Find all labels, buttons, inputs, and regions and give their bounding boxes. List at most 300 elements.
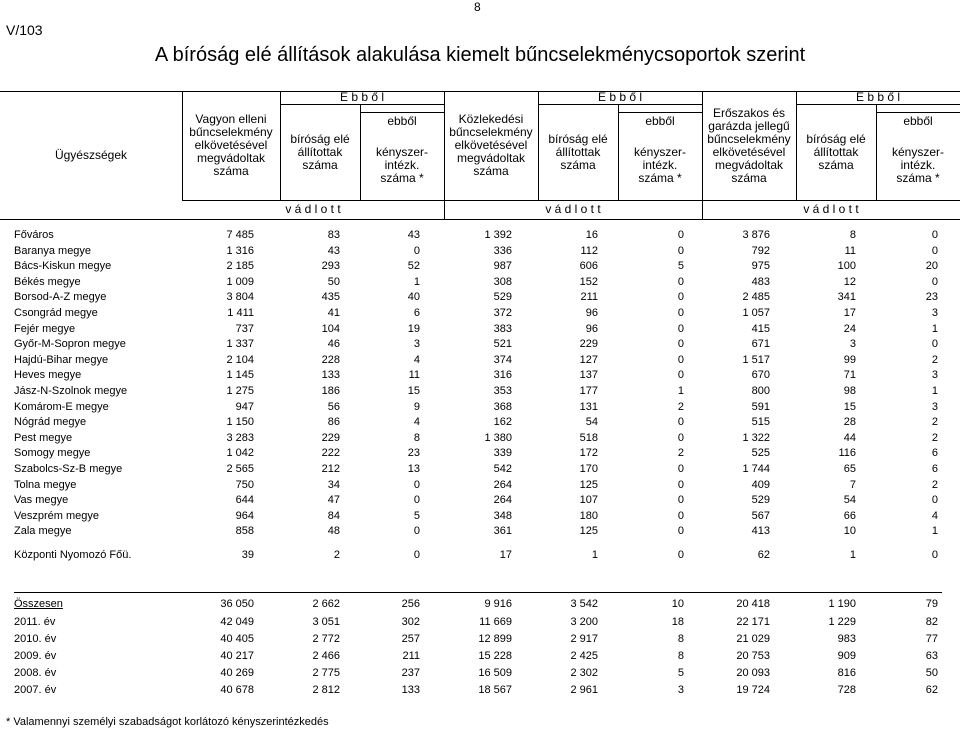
table-cell: 3 200 [570,616,598,628]
header-bottom-border [0,219,960,220]
table-cell: 0 [931,494,938,507]
header-ebbol-group-1: E b b ő l [339,90,385,104]
row-label: Jász-N-Szolnok megye [14,385,128,397]
table-cell: 6 [931,463,938,475]
table-cell: 1 [931,385,938,397]
table-cell: 17 [499,549,512,561]
table-cell: 2 185 [226,260,254,273]
header-vadlott-2: v á d l o t t [545,202,601,216]
table-cell: 0 [931,338,938,351]
table-cell: 9 916 [484,598,512,610]
table-cell: 11 [844,244,856,257]
table-cell: 1 392 [484,229,512,241]
row-label: Tolna megye [14,478,77,491]
table-cell: 2 775 [312,667,340,679]
table-cell: 211 [580,291,598,304]
table-cell: 5 [413,509,420,522]
table-row [0,463,960,478]
table-cell: 24 [843,322,856,335]
table-cell: 19 [407,322,420,335]
table-cell: 237 [401,667,420,679]
table-cell: 86 [327,416,340,429]
table-cell: 131 [579,400,598,413]
header-kozlekedesi: Közlekedési bűncselekmény elkövetésével megvádoltak száma [449,112,533,178]
table-row [0,385,960,400]
table-row [0,354,960,369]
table-cell: 18 567 [478,684,512,696]
table-cell: 372 [493,307,512,319]
table-cell: 66 [843,509,856,522]
table-cell: 2 812 [312,684,340,696]
header-birosag-ele-1: bíróság elé állítottak száma [290,131,350,172]
table-cell: 1 150 [226,416,254,429]
table-cell: 3 [931,307,938,319]
table-cell: 40 269 [220,667,254,679]
table-cell: 19 724 [736,684,770,696]
table-cell: 112 [580,244,598,257]
table-cell: 2 917 [570,633,598,645]
table-row [0,245,960,260]
row-label: Baranya megye [14,244,92,257]
header-ebbol-group-2: E b b ő l [597,90,643,104]
table-cell: 125 [579,525,598,538]
table-cell: 1 009 [226,275,254,288]
table-cell: 529 [493,291,512,304]
table-cell: 947 [235,400,254,413]
table-cell: 2 104 [226,353,254,366]
table-cell: 15 [843,400,856,413]
table-cell: 0 [677,431,684,444]
table-row [0,432,960,447]
table-cell: 23 [925,291,938,304]
table-cell: 4 [413,416,420,429]
table-cell: 2 [333,549,340,561]
table-cell: 39 [241,549,254,561]
table-cell: 79 [925,598,938,610]
row-label: Központi Nyomozó Főü. [14,549,132,561]
table-cell: 10 [843,525,856,538]
table-cell: 0 [413,244,420,257]
table-cell: 2 772 [312,633,340,645]
table-cell: 152 [579,275,598,288]
table-cell: 0 [413,478,420,491]
table-cell: 670 [751,369,770,382]
total-separator [14,592,942,593]
table-cell: 107 [579,494,598,507]
table-cell: 11 669 [479,616,512,628]
table-cell: 40 678 [220,684,254,696]
table-cell: 0 [677,369,684,382]
table-cell: 96 [585,322,598,335]
row-label: Békés megye [14,275,81,288]
table-cell: 0 [931,275,938,288]
table-row [0,667,960,682]
table-cell: 137 [579,369,598,382]
row-label: Szabolcs-Sz-B megye [14,463,123,475]
table-cell: 71 [843,369,856,382]
table-cell: 1 316 [226,244,254,257]
table-cell: 5 [677,260,684,273]
table-cell: 20 [925,260,938,273]
table-cell: 43 [327,244,340,257]
table-cell: 792 [751,244,770,257]
row-label: Főváros [14,229,54,241]
table-cell: 361 [493,525,512,538]
table-cell: 6 [931,447,938,460]
header-ugyeszsegek: Ügyészségek [54,147,128,162]
table-cell: 2 466 [312,650,340,662]
table-cell: 83 [327,229,340,241]
table-cell: 56 [327,400,340,413]
table-cell: 8 [677,633,684,645]
table-cell: 2 [677,400,684,413]
table-cell: 3 542 [570,598,598,610]
table-cell: 1 [677,385,684,397]
table-cell: 12 899 [478,633,512,645]
table-cell: 40 217 [220,650,254,662]
table-cell: 3 [413,338,420,351]
table-cell: 46 [327,338,340,351]
table-cell: 1 [931,322,938,335]
table-row [0,447,960,462]
table-cell: 0 [931,229,938,241]
table-cell: 368 [493,400,512,413]
table-cell: 34 [327,478,340,491]
table-cell: 229 [321,431,340,444]
table-cell: 98 [843,385,856,397]
row-label: Veszprém megye [14,509,99,522]
row-label: Bács-Kiskun megye [14,260,112,273]
table-cell: 800 [751,385,770,397]
table-cell: 644 [235,494,254,507]
table-row [0,323,960,338]
table-cell: 483 [751,275,770,288]
table-row [0,276,960,291]
table-row [0,338,960,353]
table-cell: 16 [585,229,598,241]
table-cell: 50 [327,275,340,288]
table-cell: 0 [677,416,684,429]
table-cell: 1 322 [742,431,770,444]
table-cell: 353 [493,385,512,397]
table-cell: 8 [849,229,856,241]
table-row [0,684,960,699]
header-vadlott-1: v á d l o t t [285,202,341,216]
row-label: Hajdú-Bihar megye [14,353,109,366]
table-cell: 293 [321,260,340,273]
document-id: V/103 [6,22,43,38]
table-cell: 100 [837,260,856,273]
table-cell: 2 662 [312,598,340,610]
table-cell: 0 [413,549,420,561]
table-cell: 0 [677,244,684,257]
table-row [0,510,960,525]
table-cell: 2 302 [570,667,598,679]
table-cell: 162 [493,416,512,429]
table-cell: 2 [931,416,938,429]
table-cell: 21 029 [736,633,770,645]
table-cell: 257 [401,633,420,645]
row-label: 2010. év [14,633,57,645]
table-cell: 10 [671,598,684,610]
table-cell: 2 [931,353,938,366]
table-cell: 0 [677,338,684,351]
table-cell: 48 [327,525,340,538]
table-cell: 0 [677,494,684,507]
table-cell: 0 [931,549,938,561]
header-kenyszer-1: kényszer- intézk. száma * [375,144,428,185]
header-birosag-ele-2: bíróság elé állítottak száma [548,131,608,172]
header-kenyszer-2: kényszer- intézk. száma * [633,144,686,185]
table-cell: 8 [677,650,684,662]
table-cell: 99 [843,353,856,366]
table-cell: 3 804 [226,291,254,304]
table-cell: 0 [677,478,684,491]
table-cell: 2 485 [742,291,770,304]
table-cell: 1 042 [226,447,254,460]
table-cell: 413 [751,525,770,538]
table-cell: 0 [677,525,684,538]
table-cell: 1 [413,275,420,288]
table-row [0,598,960,613]
table-cell: 909 [837,650,856,662]
table-cell: 104 [321,322,340,335]
table-cell: 3 051 [312,616,340,628]
table-cell: 5 [677,667,684,679]
table-cell: 2 425 [570,650,598,662]
table-cell: 737 [235,322,254,335]
table-cell: 43 [407,229,420,241]
table-cell: 62 [757,549,770,561]
table-row [0,549,960,564]
table-cell: 521 [493,338,512,351]
table-cell: 28 [843,416,856,429]
table-cell: 96 [585,307,598,319]
table-cell: 518 [579,431,598,444]
table-cell: 36 050 [220,598,254,610]
table-cell: 1 229 [828,616,856,628]
row-label: Nógrád megye [14,416,87,429]
table-cell: 728 [837,684,856,696]
table-cell: 63 [925,650,938,662]
table-cell: 2 [677,447,684,460]
table-cell: 2 [931,478,938,491]
table-cell: 40 405 [220,633,254,645]
table-cell: 1 411 [227,307,254,319]
table-cell: 17 [843,307,856,319]
header-birosag-ele-3: bíróság elé állítottak száma [806,131,866,172]
table-cell: 1 337 [226,338,254,351]
table-cell: 1 275 [226,385,254,397]
table-cell: 54 [585,416,598,429]
table-cell: 339 [493,447,512,460]
table-cell: 125 [579,478,598,491]
table-cell: 9 [413,400,420,413]
table-cell: 1 744 [742,463,770,475]
table-cell: 3 283 [226,431,254,444]
table-cell: 42 049 [220,616,254,628]
table-cell: 116 [838,447,856,460]
table-cell: 82 [925,616,938,628]
table-cell: 816 [837,667,856,679]
table-cell: 1 145 [226,369,254,382]
table-cell: 8 [413,431,420,444]
table-cell: 3 [931,369,938,382]
table-row [0,525,960,540]
table-cell: 435 [321,291,340,304]
table-cell: 3 [677,684,684,696]
table-cell: 987 [493,260,512,273]
table-cell: 3 876 [742,229,770,241]
table-cell: 264 [493,494,512,507]
row-label: Összesen [14,598,63,610]
header-ebbol-group-3: E b b ő l [855,90,901,104]
table-cell: 671 [751,338,770,351]
table-header [0,91,960,220]
table-cell: 256 [401,598,420,610]
table-cell: 0 [413,494,420,507]
page-title: A bíróság elé állítások alakulása kiemelt bűncselekménycsoportok szerint [154,44,806,66]
table-row [0,307,960,322]
table-cell: 542 [493,463,512,475]
row-label: Somogy megye [14,447,91,460]
table-cell: 229 [579,338,598,351]
table-cell: 15 228 [478,650,512,662]
table-cell: 858 [235,525,254,538]
table-cell: 172 [579,447,598,460]
table-cell: 383 [493,322,512,335]
table-cell: 1 380 [484,431,512,444]
row-label: Heves megye [14,369,82,382]
table-cell: 20 753 [736,650,770,662]
footnote: * Valamennyi személyi szabadságot korlátozó kényszerintézkedés [6,716,329,728]
table-cell: 180 [579,509,598,522]
page-number: 8 [474,0,481,14]
table-cell: 0 [677,509,684,522]
table-cell: 13 [407,463,420,475]
row-label: Vas megye [14,494,69,507]
table-cell: 0 [677,322,684,335]
table-cell: 52 [407,260,420,273]
table-cell: 40 [407,291,420,304]
row-label: Fejér megye [14,322,76,335]
header-vagyon-elleni: Vagyon elleni bűncselekmény elkövetésével megvádoltak száma [189,112,273,178]
row-label: Csongrád megye [14,307,98,319]
table-cell: 62 [925,684,938,696]
table-cell: 133 [321,369,340,382]
header-vadlott-3: v á d l o t t [803,202,859,216]
table-cell: 964 [235,509,254,522]
table-cell: 415 [751,322,770,335]
table-cell: 18 [671,616,684,628]
table-cell: 2 565 [226,463,254,475]
table-cell: 336 [493,244,512,257]
table-cell: 50 [925,667,938,679]
table-cell: 65 [843,463,856,475]
table-cell: 4 [413,353,420,366]
row-label: 2009. év [14,650,57,662]
table-row [0,633,960,648]
row-label: 2008. év [14,667,57,679]
table-cell: 77 [925,633,938,645]
table-cell: 525 [751,447,770,460]
table-cell: 16 509 [478,667,512,679]
table-cell: 0 [677,353,684,366]
row-label: 2007. év [14,684,57,696]
header-kenyszer-3: kényszer- intézk. száma * [891,144,944,185]
table-cell: 15 [407,385,420,397]
table-row [0,369,960,384]
table-cell: 7 485 [226,229,254,241]
table-cell: 20 418 [736,598,770,610]
table-cell: 84 [327,509,340,522]
table-cell: 591 [751,400,770,413]
table-cell: 409 [751,478,770,491]
table-cell: 7 [849,478,856,491]
table-cell: 1 [931,525,938,538]
table-cell: 212 [321,463,340,475]
row-label: 2011. év [14,616,56,628]
table-cell: 567 [751,509,770,522]
table-cell: 374 [493,353,512,366]
row-label: Pest megye [14,431,73,444]
table-cell: 0 [677,275,684,288]
row-label: Győr-M-Sopron megye [14,338,126,351]
table-cell: 0 [677,549,684,561]
table-cell: 0 [413,525,420,538]
table-cell: 41 [327,307,340,319]
table-cell: 23 [407,447,420,460]
table-cell: 6 [413,307,420,319]
table-cell: 1 [849,549,856,561]
table-cell: 308 [493,275,512,288]
table-cell: 47 [327,494,340,507]
table-cell: 1 [591,549,598,561]
table-cell: 975 [751,260,770,273]
table-cell: 133 [401,684,420,696]
table-cell: 0 [677,307,684,319]
table-row [0,616,960,631]
table-cell: 11 [408,369,420,382]
row-label: Borsod-A-Z megye [14,291,107,304]
table-cell: 1 190 [828,598,856,610]
table-cell: 3 [849,338,856,351]
table-cell: 127 [579,353,598,366]
table-cell: 1 057 [742,307,770,319]
table-cell: 20 093 [736,667,770,679]
row-label: Komárom-E megye [14,400,109,413]
header-ebbol-1: ebből [387,113,417,128]
table-row [0,260,960,275]
table-cell: 750 [235,478,254,491]
table-row [0,416,960,431]
header-eroszakos: Erőszakos és garázda jellegű bűncselekmény elkövetésével megvádoltak száma [707,105,791,185]
table-cell: 529 [751,494,770,507]
header-ebbol-3: ebből [903,113,933,128]
table-cell: 12 [843,275,856,288]
table-cell: 0 [677,229,684,241]
table-cell: 170 [579,463,598,475]
table-cell: 0 [931,244,938,257]
table-row [0,229,960,244]
table-cell: 302 [401,616,420,628]
table-cell: 341 [837,291,856,304]
table-row [0,650,960,665]
table-cell: 222 [321,447,340,460]
table-cell: 186 [321,385,340,397]
table-cell: 0 [677,291,684,304]
table-row [0,479,960,494]
